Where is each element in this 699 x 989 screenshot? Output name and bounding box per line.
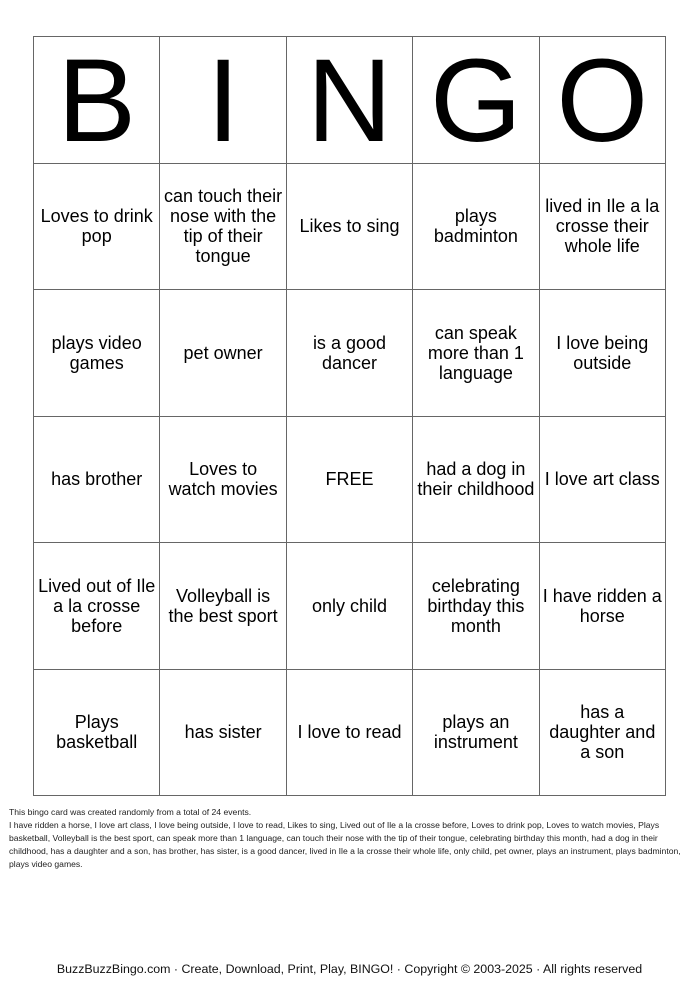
footer-copyright: BuzzBuzzBingo.com · Create, Download, Print, Play, BINGO! · Copyright © 2003-2025 · All rights reserved bbox=[56, 962, 643, 976]
bingo-cell: has brother bbox=[34, 416, 160, 543]
free-space-cell: FREE bbox=[286, 416, 412, 543]
bingo-cell: plays video games bbox=[34, 290, 160, 417]
header-row bbox=[34, 37, 666, 164]
header-letter-g: G bbox=[413, 37, 539, 164]
bingo-cell: Plays basketball bbox=[34, 669, 160, 796]
bingo-cell: Likes to sing bbox=[286, 163, 412, 290]
bingo-cell: lived in Ile a la crosse their whole life bbox=[539, 163, 665, 290]
card-description bbox=[9, 806, 689, 871]
description-summary: This bingo card was created randomly from a total of 24 events. bbox=[9, 807, 252, 817]
bingo-cell: Loves to drink pop bbox=[34, 163, 160, 290]
header-letter-i: I bbox=[160, 37, 286, 164]
bingo-cell: plays badminton bbox=[413, 163, 539, 290]
bingo-cell: has a daughter and a son bbox=[539, 669, 665, 796]
card-row-1 bbox=[34, 163, 666, 290]
bingo-cell: Loves to watch movies bbox=[160, 416, 286, 543]
bingo-cell: I love being outside bbox=[539, 290, 665, 417]
bingo-cell: can speak more than 1 language bbox=[413, 290, 539, 417]
card-row-3 bbox=[34, 416, 666, 543]
bingo-cell: is a good dancer bbox=[286, 290, 412, 417]
bingo-cell: Lived out of Ile a la crosse before bbox=[34, 543, 160, 670]
card-row-2 bbox=[34, 290, 666, 417]
bingo-cell: celebrating birthday this month bbox=[413, 543, 539, 670]
bingo-cell: pet owner bbox=[160, 290, 286, 417]
bingo-cell: had a dog in their childhood bbox=[413, 416, 539, 543]
description-events-list: I have ridden a horse, I love art class, I love being outside, I love to read, Likes to sing, Lived out of Ile a la crosse before, Loves to drink pop, Loves to watch movies, Plays basketball, Volleyball is the best sport, can speak more than 1 language, can touch their nose with the tip of their tongue, celebrating birthday this month, had a dog in their childhood, has a daughter and a son, has brother, has sister, is a good dancer, lived in Ile a la crosse their whole life, only child, pet owner, plays an instrument, plays badminton, plays video games. bbox=[9, 820, 681, 869]
bingo-cell: has sister bbox=[160, 669, 286, 796]
header-letter-n: N bbox=[286, 37, 412, 164]
bingo-cell: plays an instrument bbox=[413, 669, 539, 796]
bingo-cell: I love to read bbox=[286, 669, 412, 796]
bingo-cell: I love art class bbox=[539, 416, 665, 543]
card-row-5 bbox=[34, 669, 666, 796]
card-row-4 bbox=[34, 543, 666, 670]
header-letter-o: O bbox=[539, 37, 665, 164]
header-letter-b: B bbox=[34, 37, 160, 164]
bingo-cell: only child bbox=[286, 543, 412, 670]
bingo-card bbox=[33, 36, 666, 796]
bingo-cell: I have ridden a horse bbox=[539, 543, 665, 670]
bingo-cell: can touch their nose with the tip of their tongue bbox=[160, 163, 286, 290]
bingo-cell: Volleyball is the best sport bbox=[160, 543, 286, 670]
